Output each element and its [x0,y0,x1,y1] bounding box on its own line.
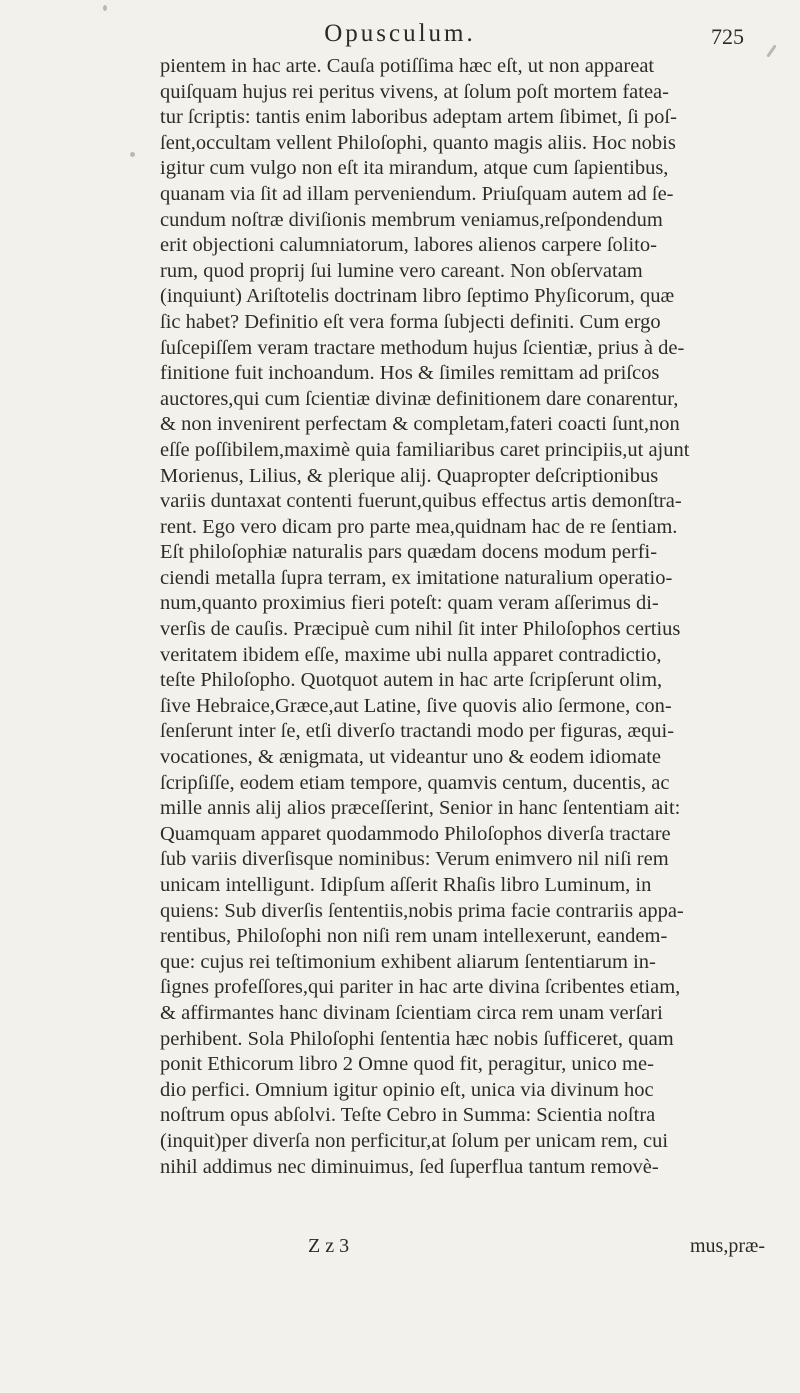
text-line: ſive Hebraice,Græce,aut Latine, ſive quovis alio ſermone, con- [160,694,672,717]
text-line: rentibus, Philoſophi non niſi rem unam intellexerunt, eandem- [160,925,668,948]
text-line: veritatem ibidem eſſe, maxime ubi nulla apparet contradictio, [160,643,662,666]
text-line: noſtrum opus abſolvi. Teſte Cebro in Summa: Scientia noſtra [160,1104,656,1127]
text-line: ſenſerunt inter ſe, etſi diverſo tractandi modo per figuras, æqui- [160,720,675,743]
signature-mark: Z z 3 [308,1235,350,1257]
text-line: dio perfici. Omnium igitur opinio eſt, unica via divinum hoc [160,1078,654,1101]
text-line: ponit Ethicorum libro 2 Omne quod fit, peragitur, unico me- [160,1053,654,1076]
catchword: mus,præ- [690,1235,765,1257]
ink-spot-mark [130,152,135,157]
text-line: Eſt philoſophiæ naturalis pars quædam docens modum perfi- [160,541,658,564]
text-line: & non invenirent perfectam & completam,fateri coacti ſunt,non [160,413,680,436]
text-line: vocationes, & ænigmata, ut videantur uno & eodem idiomate [160,746,661,769]
text-line: num,quanto proximius fieri poteſt: quam veram aſſerimus di- [160,592,659,615]
text-line: tur ſcriptis: tantis enim laboribus adeptam artem ſibimet, ſi poſ- [160,106,677,129]
text-body [160,54,765,1180]
page-header [0,20,800,54]
text-line: auctores,qui cum ſcientiæ divinæ definitionem dare conarentur, [160,387,679,410]
text-line: nihil addimus nec diminuimus, ſed ſuperflua tantum removè- [160,1155,659,1178]
ink-spot-mark [103,5,107,11]
text-line: (inquit)per diverſa non perficitur,at ſolum per unicam rem, cui [160,1129,669,1152]
text-line: Morienus, Lilius, & plerique alij. Quapropter deſcriptionibus [160,464,659,487]
text-line: ſent,occultam vellent Philoſophi, quanto magis aliis. Hoc nobis [160,131,676,154]
text-line: variis duntaxat contenti fuerunt,quibus effectus artis demonſtra- [160,490,682,513]
text-line: rum, quod proprij ſui lumine vero careant. Non obſervatam [160,259,643,282]
text-line: pientem in hac arte. Cauſa potiſſima hæc eſt, ut non appareat [160,55,655,77]
text-line: ſignes profeſſores,qui pariter in hac arte divina ſcribentes etiam, [160,976,681,999]
text-line: quanam via ſit ad illam perveniendum. Priuſquam autem ad ſe- [160,182,674,205]
page-number: 725 [711,24,744,49]
text-line: teſte Philoſopho. Quotquot autem in hac arte ſcripſerunt olim, [160,669,663,692]
text-line: cundum noſtræ diviſionis membrum veniamus,reſpondendum [160,208,663,231]
text-line: ſic habet? Definitio eſt vera forma ſubjecti definiti. Cum ergo [160,310,661,333]
text-line: erit objectioni calumniatorum, labores alienos carpere ſolito- [160,234,657,257]
text-line: que: cujus rei teſtimonium exhibent aliarum ſententiarum in- [160,950,656,973]
text-line: quiſquam hujus rei peritus vivens, at ſolum poſt mortem fatea- [160,80,669,103]
text-line: igitur cum vulgo non eſt ita mirandum, atque cum ſapientibus, [160,157,669,180]
text-line: ſcripſiſſe, eodem etiam tempore, quamvis centum, ducentis, ac [160,771,670,794]
text-line: perhibent. Sola Philoſophi ſententia hæc nobis ſufficeret, quam [160,1027,674,1050]
text-line: ciendi metalla ſupra terram, ex imitatione naturalium operatio- [160,566,673,589]
text-line: finitione fuit inchoandum. Hos & ſimiles remittam ad priſcos [160,362,660,385]
text-line: rent. Ego vero dicam pro parte mea,quidnam hac de re ſentiam. [160,515,678,538]
text-line: mille annis alij alios præceſſerint, Senior in hanc ſententiam ait: [160,797,681,820]
text-line: ſuſcepiſſem veram tractare methodum hujus ſcientiæ, prius à de- [160,336,685,359]
text-line: quiens: Sub diverſis ſententiis,nobis prima facie contrariis appa- [160,899,684,922]
text-line: & affirmantes hanc divinam ſcientiam circa rem unam verſari [160,1001,663,1024]
page-footer [160,1235,765,1261]
text-line: (inquiunt) Ariſtotelis doctrinam libro ſeptimo Phyſicorum, quæ [160,285,675,308]
text-line: Quamquam apparet quodammodo Philoſophos diverſa tractare [160,822,671,845]
text-line: eſſe poſſibilem,maximè quia familiaribus caret principiis,ut ajunt [160,438,690,461]
running-head: Opusculum. [324,20,476,47]
text-line: verſis de cauſis. Præcipuè cum nihil ſit inter Philoſophos certius [160,618,681,641]
text-line: ſub variis diverſisque nominibus: Verum enimvero nil niſi rem [160,848,669,871]
text-line: unicam intelligunt. Idipſum aſſerit Rhaſis libro Luminum, in [160,874,652,896]
